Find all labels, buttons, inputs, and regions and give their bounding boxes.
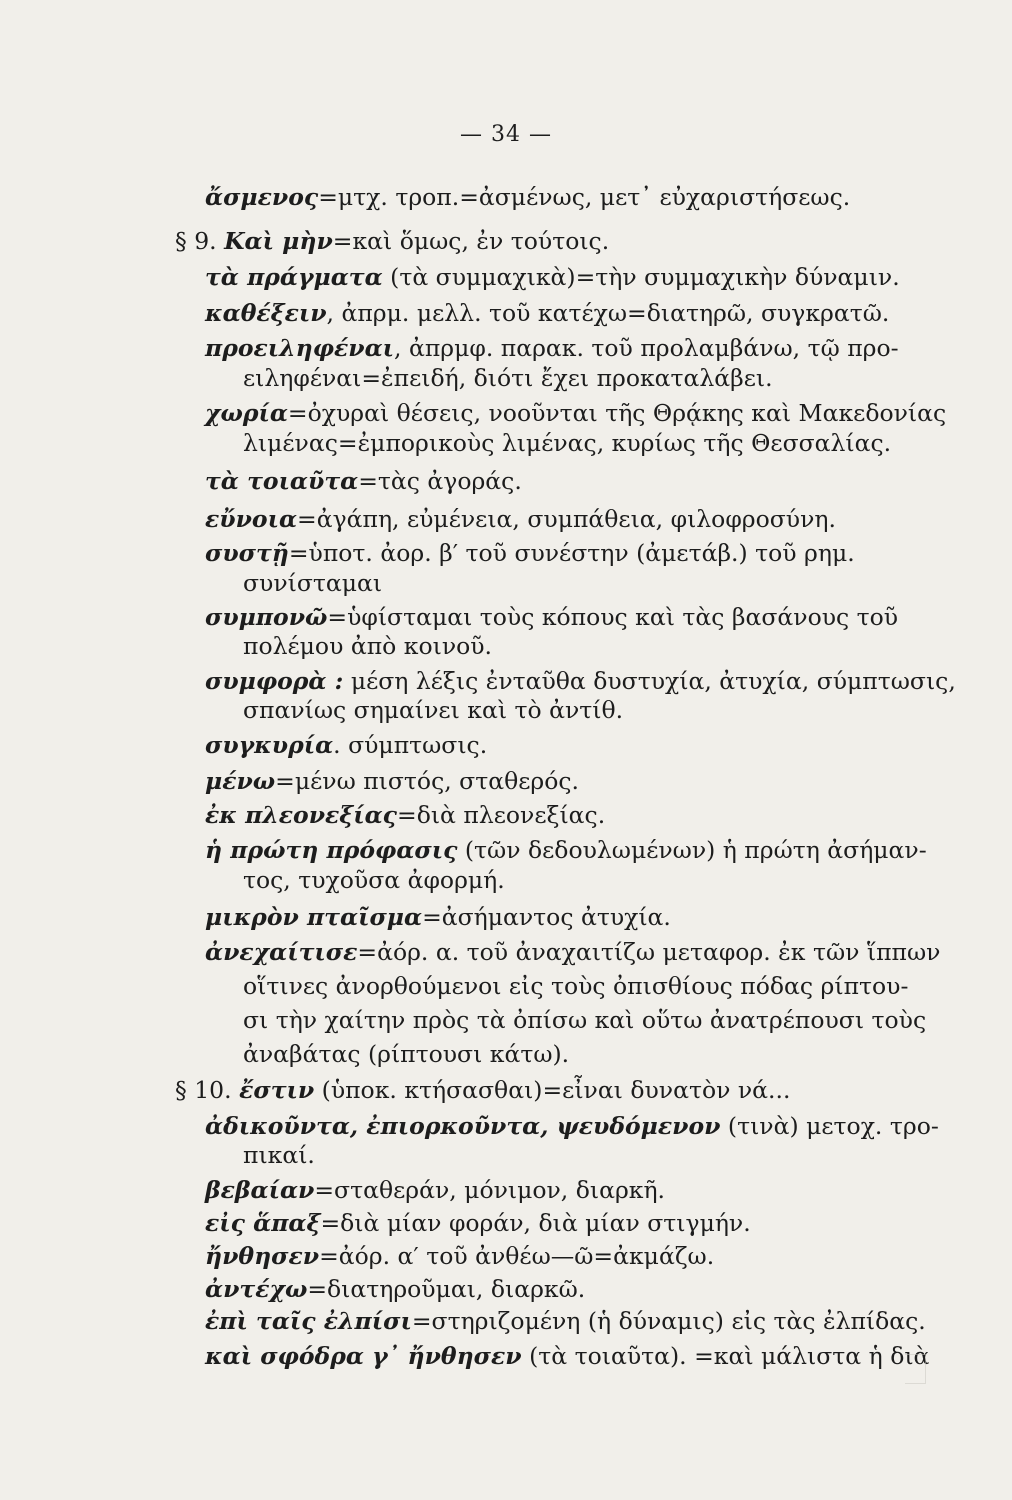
headword: βεβαίαν	[205, 1176, 315, 1204]
definition-text: =καὶ ὅμως, ἐν τούτοις.	[332, 227, 610, 255]
text-line	[205, 1208, 751, 1238]
text-line	[205, 504, 836, 534]
headword: καθέξειν	[205, 299, 327, 327]
section-marker: § 9.	[175, 227, 225, 255]
text-line	[243, 1005, 926, 1035]
definition-text: =ὑφίσταμαι τοὺς κόπους καὶ τὰς βασάνους τοῦ	[327, 603, 899, 631]
text-line	[205, 1111, 939, 1141]
definition-text: (τὰ συμμαχικὰ)=τὴν συμμαχικὴν δύναμιν.	[382, 263, 900, 291]
definition-text: μέση λέξις ἐνταῦθα δυστυχία, ἀτυχία, σύμπτωσις,	[343, 667, 956, 695]
section-marker: § 10.	[175, 1076, 240, 1104]
text-line	[243, 568, 382, 598]
headword: ἄσμενος	[205, 183, 319, 211]
headword: ἔστιν	[239, 1076, 315, 1104]
headword: τὰ πράγματα	[205, 263, 383, 291]
headword: μένω	[205, 767, 276, 795]
headword: συγκυρία	[205, 731, 334, 759]
definition-text: ειληφέναι=ἐπειδή, διότι ἔχει προκαταλάβει.	[243, 364, 773, 392]
definition-text: , ἀπρμ. μελλ. τοῦ κατέχω=διατηρῶ, συγκρατῶ.	[326, 299, 890, 327]
definition-text: τος, τυχοῦσα ἀφορμή.	[243, 866, 505, 894]
text-line	[205, 800, 605, 830]
headword: καὶ σφόδρα γ᾽ ἤνθησεν	[205, 1342, 522, 1370]
headword: συμφορὰ :	[205, 667, 344, 695]
definition-text: πικαί.	[243, 1141, 315, 1169]
definition-text: (ὑποκ. κτήσασθαι)=εἶναι δυνατὸν νά...	[314, 1076, 791, 1104]
definition-text: =ἀόρ. α′ τοῦ ἀνθέω—ῶ=ἀκμάζω.	[319, 1242, 715, 1270]
text-line	[205, 466, 522, 496]
definition-text: σπανίως σημαίνει καὶ τὸ ἀντίθ.	[243, 696, 624, 724]
headword: μικρὸν πταῖσμα	[205, 903, 423, 931]
text-line	[205, 602, 898, 632]
page-number: — 34 —	[460, 122, 552, 147]
definition-text: =ὀχυραὶ θέσεις, νοοῦνται τῆς Θρᾴκης καὶ Μακεδονίας	[287, 399, 947, 427]
definition-text: =διὰ πλεονεξίας.	[397, 801, 606, 829]
text-line	[175, 1075, 790, 1105]
text-line	[205, 298, 889, 328]
text-line	[205, 333, 899, 363]
definition-text: =στηριζομένη (ἡ δύναμις) εἰς τὰς ἐλπίδας.	[411, 1307, 926, 1335]
text-line	[205, 182, 850, 212]
text-line	[205, 937, 940, 967]
definition-text: πολέμου ἀπὸ κοινοῦ.	[243, 632, 493, 660]
headword: τὰ τοιαῦτα	[205, 467, 359, 495]
headword: Καὶ μὴν	[224, 227, 333, 255]
headword: συμπονῶ	[205, 603, 328, 631]
text-line	[243, 695, 623, 725]
bleed-through-mark	[905, 1354, 926, 1384]
headword: προειληφέναι	[205, 334, 395, 362]
definition-text: συνίσταμαι	[243, 569, 383, 597]
definition-text: =ἀγάπη, εὐμένεια, συμπάθεια, φιλοφροσύνη.	[297, 505, 836, 533]
headword: χωρία	[205, 399, 288, 427]
definition-text: λιμένας=ἐμπορικοὺς λιμένας, κυρίως τῆς Θεσσαλίας.	[243, 429, 892, 457]
headword: εὔνοια	[205, 505, 298, 533]
headword: ἀνεχαίτισε	[205, 938, 358, 966]
definition-text: (τὰ τοιαῦτα). =καὶ μάλιστα ἡ διὰ	[521, 1342, 930, 1370]
headword: ἐκ πλεονεξίας	[205, 801, 397, 829]
definition-text: (τῶν δεδουλωμένων) ἡ πρώτη ἀσήμαν-	[457, 836, 927, 864]
headword: συστῇ	[205, 539, 289, 567]
text-line	[243, 971, 908, 1001]
definition-text: =ἀόρ. α. τοῦ ἀναχαιτίζω μεταφορ. ἐκ τῶν ἵππων	[357, 938, 941, 966]
definition-text: (τινὰ) μετοχ. τρο-	[720, 1112, 939, 1140]
definition-text: =ἀσήμαντος ἀτυχία.	[422, 903, 671, 931]
text-line	[243, 631, 492, 661]
text-line	[243, 363, 773, 393]
headword: ἤνθησεν	[205, 1242, 320, 1270]
text-line	[205, 538, 855, 568]
text-line	[205, 1241, 714, 1271]
definition-text: . σύμπτωσις.	[333, 731, 488, 759]
text-line	[205, 262, 900, 292]
text-line	[205, 1274, 585, 1304]
text-line	[205, 398, 946, 428]
definition-text: =διατηροῦμαι, διαρκῶ.	[307, 1275, 586, 1303]
text-line	[205, 1341, 929, 1371]
definition-text: ἀναβάτας (ρίπτουσι κάτω).	[243, 1040, 570, 1068]
headword: ἀδικοῦντα, ἐπιορκοῦντα, ψευδόμενον	[205, 1112, 721, 1140]
text-line	[205, 902, 671, 932]
text-line	[205, 835, 927, 865]
text-line	[243, 1140, 315, 1170]
text-line	[243, 1039, 569, 1069]
definition-text: , ἀπρμφ. παρακ. τοῦ προλαμβάνω, τῷ προ-	[394, 334, 899, 362]
text-line	[243, 428, 891, 458]
definition-text: =μένω πιστός, σταθερός.	[275, 767, 580, 795]
text-line	[205, 766, 579, 796]
text-line	[205, 1306, 926, 1336]
headword: ἡ πρώτη πρόφασις	[205, 836, 458, 864]
text-line	[243, 865, 505, 895]
text-line	[175, 226, 609, 256]
headword: ἐπὶ ταῖς ἐλπίσι	[205, 1307, 412, 1335]
definition-text: =μτχ. τροπ.=ἀσμένως, μετ᾽ εὐχαριστήσεως.	[318, 183, 851, 211]
headword: εἰς ἅπαξ	[205, 1209, 321, 1237]
text-line	[205, 730, 487, 760]
definition-text: =ὑποτ. ἀορ. β′ τοῦ συνέστην (ἀμετάβ.) τοῦ ρημ.	[288, 539, 855, 567]
definition-text: =τὰς ἀγοράς.	[358, 467, 522, 495]
definition-text: σι τὴν χαίτην πρὸς τὰ ὀπίσω καὶ οὕτω ἀνατρέπουσι τοὺς	[243, 1006, 927, 1034]
definition-text: =σταθεράν, μόνιμον, διαρκῆ.	[314, 1176, 666, 1204]
definition-text: οἵτινες ἀνορθούμενοι εἰς τοὺς ὀπισθίους πόδας ρίπτου-	[243, 972, 909, 1000]
text-line	[205, 666, 956, 696]
headword: ἀντέχω	[205, 1275, 308, 1303]
definition-text: =διὰ μίαν φοράν, διὰ μίαν στιγμήν.	[320, 1209, 751, 1237]
text-line	[205, 1175, 665, 1205]
